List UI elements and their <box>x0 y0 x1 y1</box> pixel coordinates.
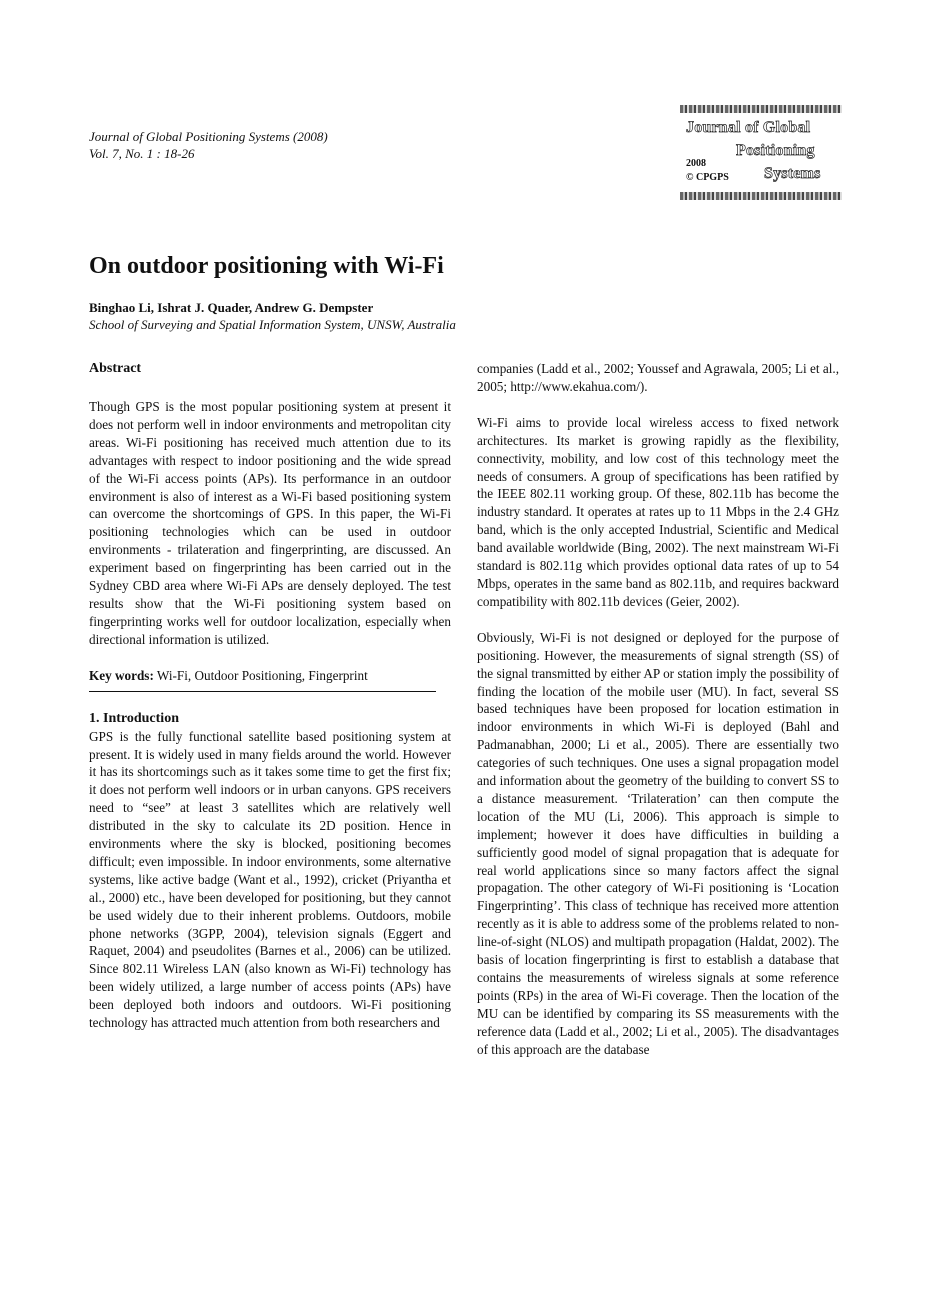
right-column <box>477 360 839 1077</box>
journal-logo <box>680 103 842 201</box>
logo-word-positioning: Positioning <box>736 142 815 159</box>
abstract-text: Though GPS is the most popular positioning system at present it does not perform well in indoor environments and metropolitan city areas. Wi-Fi positioning has received much attention due to its advantages with respect to indoor positioning and the wide spread of the Wi-Fi access points (APs). Its performance in an outdoor environment is also of interest as a Wi-Fi based positioning system can overcome the shortcomings of GPS. In this paper, the Wi-Fi positioning technologies which can be used in outdoor environments - trilateration and fingerprinting, are discussed. An experiment based on fingerprinting has been carried out in the Sydney CBD area where Wi-Fi APs are densely deployed. The test results show that the Wi-Fi positioning system based on fingerprinting works well for outdoor localization, especially when directional information is utilized. <box>89 399 451 647</box>
intro-paragraph-2: Wi-Fi aims to provide local wireless access to fixed network architectures. Its market is growing rapidly as the flexibility, connectivity, mobility, and low cost of this technology meet the needs of consumers. A group of specifications has been ratified by the IEEE 802.11 working group. Of these, 802.11b has become the industry standard. It operates at rates up to 11 Mbps in the 2.4 GHz band, which is the only accepted Industrial, Scientific and Medical band available worldwide (Bing, 2002). The next mainstream Wi-Fi standard is 802.11g which provides optional data rates of up to 54 Mbps, operates in the same band as 802.11b, and requires backward compatibility with 802.11b devices (Geier, 2002). <box>477 414 839 609</box>
logo-word-systems: Systems <box>764 165 821 182</box>
logo-border-bottom <box>680 192 842 200</box>
paper-title: On outdoor positioning with Wi-Fi <box>89 253 444 279</box>
introduction-heading: 1. Introduction <box>89 710 179 726</box>
logo-word-journal: Journal of Global <box>686 119 811 136</box>
author-list: Binghao Li, Ishrat J. Quader, Andrew G. Dempster <box>89 300 374 315</box>
logo-copyright: © CPGPS <box>686 172 729 183</box>
abstract-heading: Abstract <box>89 361 142 376</box>
section-divider <box>89 691 436 692</box>
journal-name: Journal of Global Positioning Systems (2008) <box>89 129 328 144</box>
keywords-label: Key words: <box>89 667 154 683</box>
left-column <box>89 360 451 1050</box>
logo-border-top <box>680 105 842 113</box>
journal-citation <box>89 128 328 162</box>
journal-volume: Vol. 7, No. 1 : 18-26 <box>89 146 195 161</box>
intro-paragraph-3: Obviously, Wi-Fi is not designed or deployed for the purpose of positioning. However, the measurements of signal strength (SS) of the signal transmitted by either AP or station imply the possibility of finding the location of the mobile user (MU). In fact, several SS based techniques have been proposed for location estimation in indoor environments in which Wi-Fi is deployed (Bahl and Padmanabhan, 2000; Li et al., 2005). There are essentially two categories of such techniques. One uses a signal propagation model and information about the geometry of the building to convert SS to a distance measurement. ‘Trilateration’ can then compute the location of the MU (Li, 2006). This approach is simple to implement; however it does have difficulties in building a sufficiently good model of signal propagation that is adequate for real world applications since so many factors affect the signal propagation. The other category of Wi-Fi positioning is ‘Location Fingerprinting’. This class of technique has received more attention recently as it is able to address some of the problems related to non-line-of-sight (NLOS) and multipath propagation (Haldat, 2002). The basis of location fingerprinting is first to establish a database that contains the measurements of wireless signals at some reference points (RPs) in the area of Wi-Fi coverage. Then the location of the MU can be identified by comparing its SS measurements with the reference data (Ladd et al., 2002; Li et al., 2005). The disadvantages of this approach are the database <box>477 629 839 1057</box>
affiliation: School of Surveying and Spatial Information System, UNSW, Australia <box>89 317 456 332</box>
keywords-text: Wi-Fi, Outdoor Positioning, Fingerprint <box>153 667 368 683</box>
logo-year: 2008 <box>686 158 706 169</box>
intro-paragraph-1-continued: companies (Ladd et al., 2002; Youssef and Agrawala, 2005; Li et al., 2005; http://www.ekahua.com/). <box>477 361 839 394</box>
keywords <box>89 667 451 685</box>
intro-paragraph-1: GPS is the fully functional satellite based positioning system at present. It is widely used in many fields around the world. However it has its shortcomings such as it takes some time to get the first fix; it does not perform well indoors or in urban canyons. GPS receivers need to “see” at least 3 satellites which are relatively well distributed in the sky to calculate its 2D position. Hence in environments where the sky is blocked, positioning becomes difficult; even impossible. In indoor environments, some alternative systems, like active badge (Want et al., 1992), cricket (Priyantha et al., 2000) etc., have been developed for positioning, but they cannot be used widely due to their inherent problems. Outdoors, mobile phone networks (3GPP, 2004), television signals (Eggert and Raquet, 2004) and pseudolites (Barnes et al., 2006) can be utilized. Since 802.11 Wireless LAN (also known as Wi-Fi) technology has been widely utilized, a large number of access points (APs) have been deployed both indoors and outdoors. Wi-Fi positioning technology has attracted much attention from both researchers and <box>89 728 451 1031</box>
